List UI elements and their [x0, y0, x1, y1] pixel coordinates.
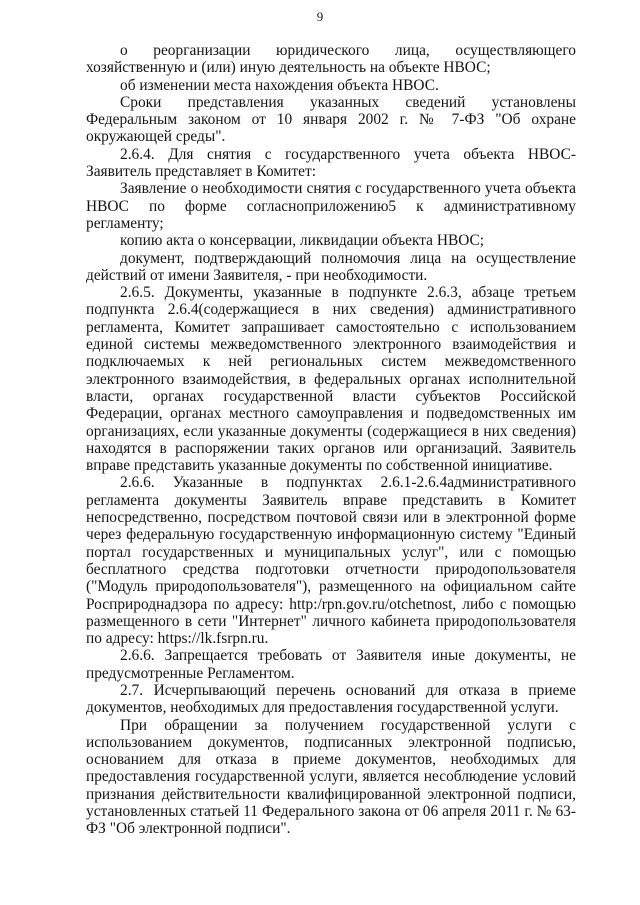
paragraph: 2.6.5. Документы, указанные в подпункте 2.6.3, абзаце третьем подпункта 2.6.4(содержащиеся в них сведения) административного регламента, Комитет запрашивает самостоятельно с использованием единой системы межведомственного электронного взаимодействия и подключаемых к ней региональных систем межведомственного электронного взаимодействия, в федеральных органах исполнительной власти, органах государственной власти субъектов Российской Федерации, органах местного самоуправления и подведомственных им организациях, если указанные документы (содержащиеся в них сведения) находятся в распоряжении таких органов или организаций. Заявитель вправе представить указанные документы по собственной инициативе.: [86, 284, 576, 475]
paragraph: 2.6.6. Указанные в подпунктах 2.6.1-2.6.4административного регламента документы Заявитель вправе представить в Комитет непосредственно, посредством почтовой связи или в электронной форме через федеральную государственную информационную систему "Единый портал государственных и муниципальных услуг", или с помощью бесплатного средства подготовки отчетности природопользователя ("Модуль природопользователя"), размещенного на официальном сайте Росприроднадзора по адресу: http:/rpn.gov.ru/otchetnost, либо с помощью размещенного в сети "Интернет" личного кабинета природопользователя по адресу: https://lk.fsrpn.ru.: [86, 474, 576, 648]
paragraph: Заявление о необходимости снятия с государственного учета объекта НВОС по форме согласноприложению5 к административному регламенту;: [86, 180, 576, 232]
paragraph: копию акта о консервации, ликвидации объекта НВОС;: [120, 232, 485, 250]
paragraph: При обращении за получением государственной услуги с использованием документов, подписанных электронной подписью, основанием для отказа в приеме документов, необходимых для предоставления государственной услуги, является несоблюдение условий признания действительности квалифицированной электронной подписи, установленных статьей 11 Федерального закона от 06 апреля 2011 г. № 63-ФЗ "Об электронной подписи".: [86, 716, 576, 838]
paragraph: об изменении места нахождения объекта НВОС.: [120, 76, 439, 94]
paragraph: о реорганизации юридического лица, осуществляющего хозяйственную и (или) иную деятельность на объекте НВОС;: [86, 42, 576, 77]
page-number: 9: [316, 9, 324, 24]
document-body: [86, 42, 576, 838]
paragraph: 2.6.6. Запрещается требовать от Заявителя иные документы, не предусмотренные Регламентом.: [86, 647, 576, 682]
paragraph: документ, подтверждающий полномочия лица на осуществление действий от имени Заявителя, - при необходимости.: [86, 249, 576, 284]
paragraph: 2.7. Исчерпывающий перечень оснований для отказа в приеме документов, необходимых для предоставления государственной услуги.: [86, 681, 576, 717]
paragraph: Сроки представления указанных сведений установлены Федеральным законом от 10 января 2002 г. № 7-ФЗ "Об охране окружающей среды".: [86, 93, 576, 146]
paragraph: 2.6.4. Для снятия с государственного учета объекта НВОС- Заявитель представляет в Комитет:: [86, 145, 576, 181]
